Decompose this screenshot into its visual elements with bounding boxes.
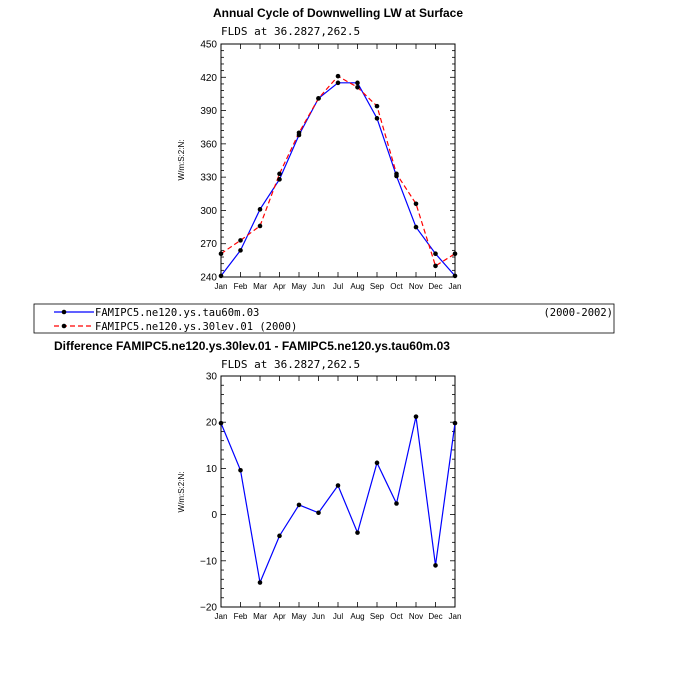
chart1-ytick-label: 450 <box>200 39 217 51</box>
legend-marker-series1 <box>62 310 67 315</box>
chart2-xtick-label: Nov <box>408 612 424 621</box>
chart2-xtick-label: Jan <box>448 612 462 621</box>
chart1-series-1-point <box>219 274 224 279</box>
chart2-ytick-label: 30 <box>205 371 217 383</box>
chart2-series-1-point <box>297 503 302 508</box>
chart2-series-1-point <box>414 414 419 419</box>
chart1-xtick-label: Dec <box>428 282 443 291</box>
chart2-xtick-label: Oct <box>390 612 403 621</box>
chart1-series-2-point <box>355 85 360 90</box>
chart1-series-1-point <box>258 207 263 212</box>
plot-area-annual-cycle <box>200 40 461 292</box>
chart1-xtick-label: Jan <box>214 282 228 291</box>
chart2-ytick-label: −20 <box>200 602 217 614</box>
chart1-series-2-point <box>336 74 341 79</box>
chart1-series-2-point <box>453 251 458 256</box>
legend <box>34 304 614 333</box>
chart1-series-2-point <box>219 251 224 256</box>
chart2-xtick-label: Aug <box>350 612 365 621</box>
chart2-ytick-label: 10 <box>205 463 217 475</box>
chart2-xtick-label: Jun <box>312 612 325 621</box>
chart1-series-2-point <box>433 264 438 269</box>
chart2-series-1-point <box>453 421 458 426</box>
chart1-series-1-point <box>238 248 243 253</box>
chart1-subtitle: FLDS at 36.2827,262.5 <box>221 25 361 38</box>
chart2-series-1-point <box>355 530 360 535</box>
chart1-ytick-label: 270 <box>200 239 217 251</box>
chart1-series-2-point <box>297 130 302 135</box>
chart1-ytick-label: 360 <box>200 139 217 151</box>
chart2-frame <box>221 376 455 607</box>
chart1-series-1-point <box>336 81 341 86</box>
chart2-xtick-label: Apr <box>273 612 286 621</box>
chart1-xtick-label: Apr <box>273 282 286 291</box>
chart1-xtick-label: Nov <box>408 282 424 291</box>
chart1-xtick-label: Jan <box>448 282 462 291</box>
chart1-xtick-label: May <box>291 282 307 291</box>
chart1-series-2-line <box>221 76 455 266</box>
legend-marker-series2 <box>62 324 67 329</box>
chart1-series-2-point <box>394 172 399 177</box>
chart1-ylabel: W/m:S:2:N: <box>177 139 186 181</box>
chart1-xtick-label: Aug <box>350 282 365 291</box>
chart1-series-2-point <box>238 238 243 243</box>
chart1-ytick-label: 240 <box>200 272 217 284</box>
chart2-series-1-point <box>336 483 341 488</box>
chart2-ylabel: W/m:S:2:N: <box>177 471 186 513</box>
chart2-xtick-label: May <box>291 612 307 621</box>
chart1-xtick-label: Feb <box>233 282 248 291</box>
chart1-frame <box>221 44 455 277</box>
chart1-series-2-point <box>316 96 321 101</box>
chart2-xtick-label: Sep <box>369 612 385 621</box>
chart2-xtick-label: Mar <box>253 612 267 621</box>
chart1-series-1-point <box>355 81 360 86</box>
chart1-series-2-point <box>277 172 282 177</box>
chart2-xtick-label: Dec <box>428 612 443 621</box>
chart2-series-1-point <box>316 510 321 515</box>
chart2-series-1-point <box>258 580 263 585</box>
chart2-ytick-label: −10 <box>200 556 217 568</box>
chart2-subtitle: FLDS at 36.2827,262.5 <box>221 358 361 371</box>
legend-label-series1: FAMIPC5.ne120.ys.tau60m.03 <box>95 307 260 319</box>
chart1-ytick-label: 300 <box>200 205 217 217</box>
chart1-series-1-point <box>414 225 419 230</box>
chart1-ytick-label: 420 <box>200 72 217 84</box>
chart1-ytick-label: 390 <box>200 106 217 118</box>
chart1-series-1-point <box>453 274 458 279</box>
chart1-series-2-point <box>375 104 380 109</box>
chart2-series-1-point <box>375 461 380 466</box>
chart1-series-2-point <box>258 224 263 229</box>
chart1-title: Annual Cycle of Downwelling LW at Surface <box>212 6 464 20</box>
chart2-series-1-point <box>394 501 399 506</box>
chart1-xtick-label: Sep <box>369 282 385 291</box>
chart2-series-1-point <box>277 534 282 539</box>
chart1-series-2-point <box>414 201 419 206</box>
chart1-xtick-label: Jun <box>312 282 325 291</box>
chart1-ytick-label: 330 <box>200 172 217 184</box>
chart1-series-1-point <box>277 177 282 182</box>
chart2-ytick-label: 20 <box>205 417 217 429</box>
chart2-xtick-label: Feb <box>233 612 248 621</box>
chart2-title: Difference FAMIPC5.ne120.ys.30lev.01 - FAMIPC5.ne120.ys.tau60m.03 <box>54 339 450 353</box>
chart1-series-1-point <box>433 251 438 256</box>
chart2-series-1-point <box>219 421 224 426</box>
chart1-xtick-label: Jul <box>332 282 344 291</box>
chart2-series-1-point <box>433 563 438 568</box>
chart1-xtick-label: Mar <box>253 282 267 291</box>
chart2-xtick-label: Jul <box>332 612 344 621</box>
chart1-xtick-label: Oct <box>390 282 403 291</box>
chart2-series-1-point <box>238 468 243 473</box>
chart2-series-1-line <box>221 417 455 583</box>
legend-period-series1: (2000-2002) <box>543 307 613 319</box>
chart1-series-1-point <box>375 116 380 121</box>
plot-area-difference <box>200 372 461 622</box>
chart2-xtick-label: Jan <box>214 612 228 621</box>
chart2-ytick-label: 0 <box>211 510 217 522</box>
legend-label-series2: FAMIPC5.ne120.ys.30lev.01 (2000) <box>95 321 298 333</box>
chart1-series-1-line <box>221 83 455 276</box>
